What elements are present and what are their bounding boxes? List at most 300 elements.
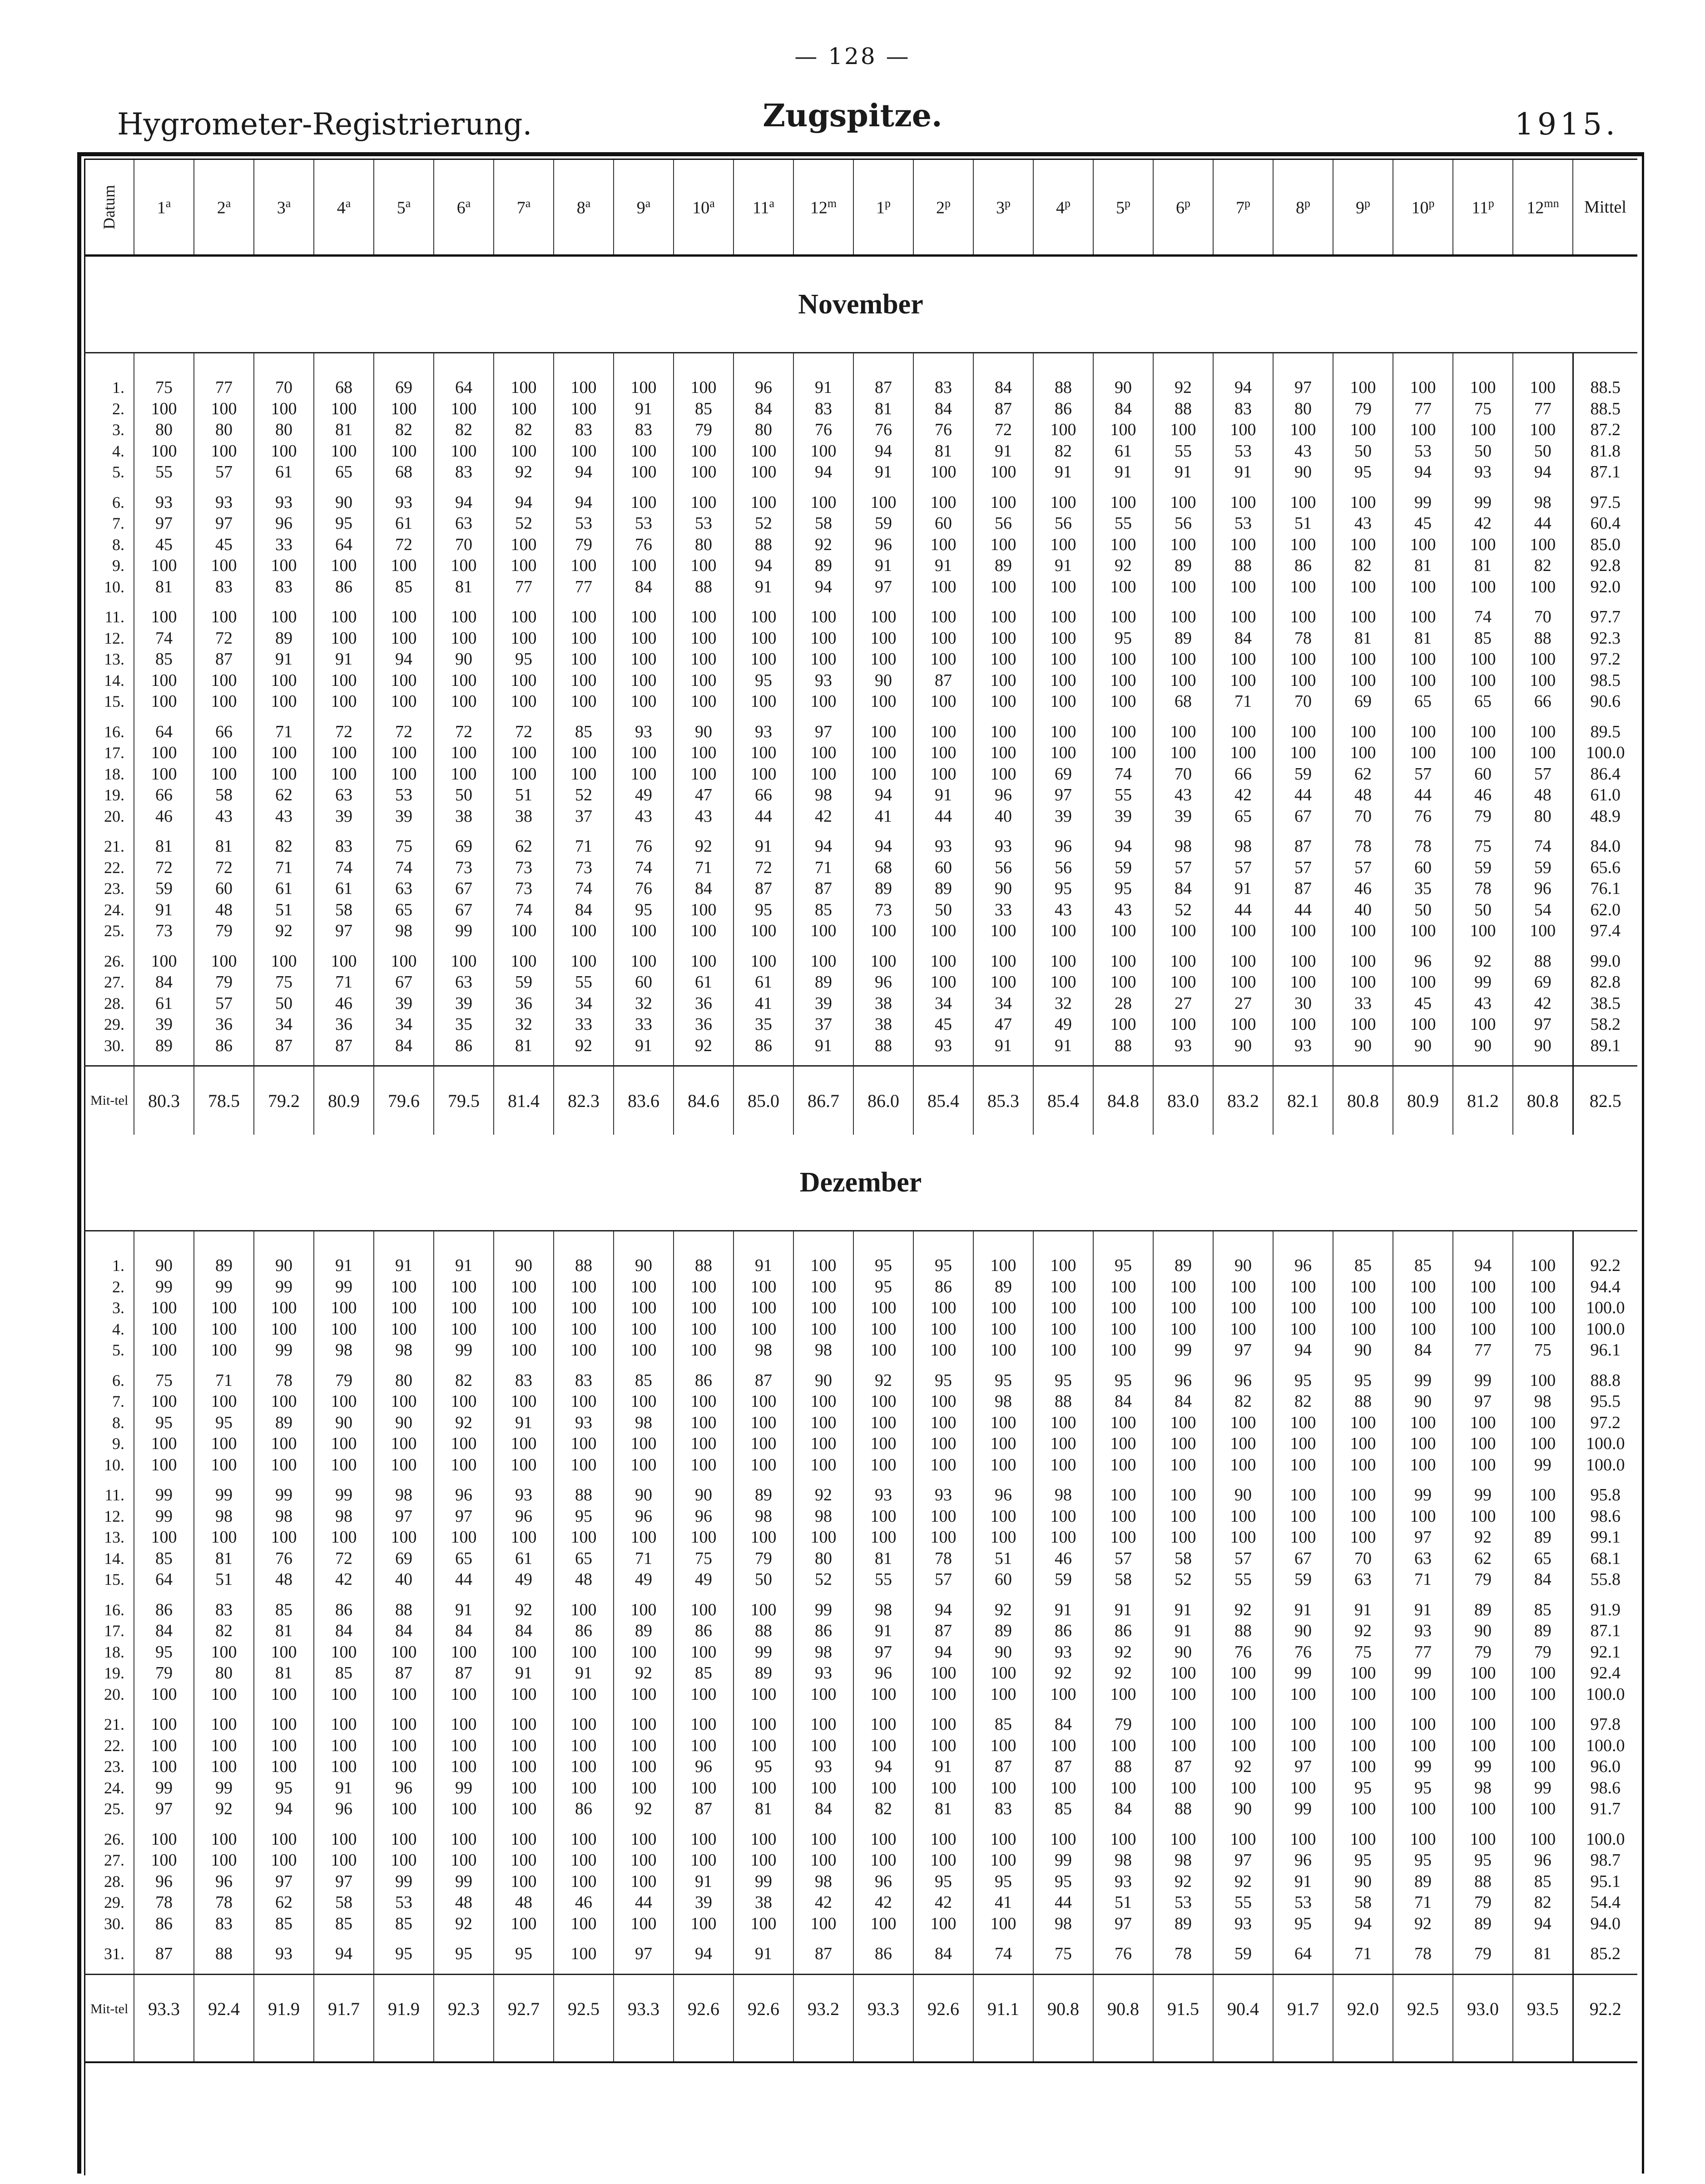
humidity-value: 65 xyxy=(1453,691,1513,712)
humidity-value: 100 xyxy=(614,670,674,691)
humidity-value: 100 xyxy=(1093,606,1153,628)
humidity-value: 86 xyxy=(314,1599,374,1621)
table-row xyxy=(84,1548,1637,1569)
humidity-value: 100 xyxy=(494,628,554,649)
humidity-value: 80 xyxy=(254,419,314,441)
humidity-value: 72 xyxy=(494,721,554,743)
humidity-value: 100 xyxy=(973,1913,1033,1935)
humidity-value: 100 xyxy=(134,555,194,576)
hourly-mean: 80.9 xyxy=(1393,1066,1453,1135)
humidity-value: 100 xyxy=(134,1714,194,1735)
humidity-value: 96 xyxy=(853,972,913,993)
humidity-value: 93 xyxy=(194,492,254,513)
humidity-value: 100 xyxy=(674,1599,734,1621)
humidity-value: 100 xyxy=(1153,1829,1213,1850)
humidity-value: 61 xyxy=(374,513,434,534)
humidity-value: 95 xyxy=(194,1412,254,1434)
humidity-value: 98 xyxy=(1033,1484,1093,1506)
humidity-value: 100 xyxy=(554,377,614,398)
humidity-value: 88 xyxy=(1213,555,1273,576)
humidity-value: 100 xyxy=(1153,721,1213,743)
humidity-value: 84 xyxy=(494,1620,554,1642)
humidity-value: 100 xyxy=(793,1527,853,1548)
table-row xyxy=(84,492,1637,513)
humidity-value: 96 xyxy=(1393,951,1453,972)
hour-header-4a xyxy=(314,160,374,256)
humidity-value: 85 xyxy=(1513,1599,1573,1621)
humidity-value: 100 xyxy=(793,492,853,513)
humidity-value: 100 xyxy=(254,1735,314,1757)
daily-mean: 87.1 xyxy=(1573,462,1637,483)
humidity-value: 100 xyxy=(614,1276,674,1298)
humidity-value: 91 xyxy=(913,784,973,806)
humidity-value: 92 xyxy=(1393,1913,1453,1935)
humidity-value: 100 xyxy=(1273,1014,1333,1035)
humidity-value: 100 xyxy=(614,1756,674,1777)
humidity-value: 100 xyxy=(1213,670,1273,691)
humidity-value: 100 xyxy=(194,606,254,628)
humidity-value: 100 xyxy=(853,920,913,942)
humidity-value: 97 xyxy=(1273,377,1333,398)
humidity-value: 78 xyxy=(1333,836,1393,857)
humidity-value: 91 xyxy=(314,649,374,670)
humidity-value: 72 xyxy=(314,1548,374,1569)
humidity-value: 99 xyxy=(1453,972,1513,993)
table-row xyxy=(84,1255,1637,1276)
humidity-value: 100 xyxy=(913,649,973,670)
day-number: 24. xyxy=(104,1778,124,1797)
humidity-value: 36 xyxy=(674,1014,734,1035)
humidity-value: 100 xyxy=(374,1850,434,1871)
humidity-value: 88 xyxy=(1153,1798,1213,1820)
humidity-value: 50 xyxy=(1453,899,1513,921)
humidity-value: 36 xyxy=(314,1014,374,1035)
humidity-value: 90 xyxy=(793,1370,853,1391)
humidity-value: 78 xyxy=(1273,628,1333,649)
hourly-mean: 91.7 xyxy=(1273,1974,1333,2043)
humidity-value: 100 xyxy=(1393,1433,1453,1454)
humidity-value: 99 xyxy=(314,1276,374,1298)
humidity-value: 96 xyxy=(254,513,314,534)
daily-mean: 38.5 xyxy=(1573,993,1637,1014)
humidity-value: 81 xyxy=(1513,1943,1573,1965)
hour-header-4p xyxy=(1033,160,1093,256)
day-number: 18. xyxy=(104,764,124,783)
humidity-value: 89 xyxy=(853,878,913,899)
humidity-value: 100 xyxy=(314,1297,374,1319)
humidity-value: 100 xyxy=(134,398,194,420)
hour-number: 8 xyxy=(1296,198,1304,218)
humidity-value: 91 xyxy=(434,1599,494,1621)
hour-suffix: p xyxy=(1065,196,1071,210)
humidity-value: 100 xyxy=(1213,1684,1273,1705)
humidity-value: 100 xyxy=(194,1433,254,1454)
humidity-value: 100 xyxy=(973,1684,1033,1705)
humidity-value: 100 xyxy=(1213,1319,1273,1340)
humidity-value: 100 xyxy=(194,1850,254,1871)
humidity-value: 86 xyxy=(1093,1620,1153,1642)
humidity-value: 85 xyxy=(1033,1798,1093,1820)
humidity-value: 100 xyxy=(1033,1829,1093,1850)
humidity-value: 87 xyxy=(793,878,853,899)
humidity-value: 100 xyxy=(973,1506,1033,1527)
humidity-value: 100 xyxy=(314,555,374,576)
humidity-value: 92 xyxy=(793,534,853,556)
daily-mean: 99.1 xyxy=(1573,1527,1637,1548)
table-row xyxy=(84,742,1637,764)
humidity-value: 46 xyxy=(554,1892,614,1913)
day-number: 30. xyxy=(104,1914,124,1933)
humidity-value: 40 xyxy=(973,806,1033,827)
humidity-value: 43 xyxy=(674,806,734,827)
humidity-value: 100 xyxy=(194,441,254,462)
station-name: Zugspitze. xyxy=(763,98,942,134)
humidity-value: 100 xyxy=(1153,951,1213,972)
humidity-value: 86 xyxy=(1033,398,1093,420)
humidity-value: 88 xyxy=(734,1620,793,1642)
humidity-value: 100 xyxy=(1393,920,1453,942)
humidity-value: 93 xyxy=(1273,1035,1333,1057)
humidity-value: 100 xyxy=(853,1850,913,1871)
humidity-value: 67 xyxy=(374,972,434,993)
hour-number: 10 xyxy=(692,198,710,218)
humidity-value: 100 xyxy=(1393,534,1453,556)
humidity-value: 44 xyxy=(1393,784,1453,806)
humidity-value: 86 xyxy=(853,1943,913,1965)
humidity-value: 92 xyxy=(1033,1663,1093,1684)
humidity-value: 93 xyxy=(1213,1913,1273,1935)
hourly-mean: 82.1 xyxy=(1273,1066,1333,1135)
humidity-value: 100 xyxy=(1393,419,1453,441)
humidity-value: 100 xyxy=(1453,1433,1513,1454)
humidity-value: 42 xyxy=(793,806,853,827)
table-row xyxy=(84,1276,1637,1298)
humidity-value: 94 xyxy=(1513,1913,1573,1935)
table-row xyxy=(84,441,1637,462)
humidity-value: 100 xyxy=(1333,1014,1393,1035)
humidity-value: 100 xyxy=(674,462,734,483)
day-number: 11. xyxy=(104,608,124,626)
humidity-value: 99 xyxy=(134,1484,194,1506)
humidity-value: 100 xyxy=(1033,951,1093,972)
humidity-value: 100 xyxy=(1213,419,1273,441)
hourly-mean: 79.6 xyxy=(374,1066,434,1135)
humidity-value: 87 xyxy=(134,1943,194,1965)
humidity-value: 86 xyxy=(194,1035,254,1057)
humidity-value: 72 xyxy=(973,419,1033,441)
humidity-value: 92 xyxy=(254,920,314,942)
humidity-value: 98 xyxy=(374,1340,434,1361)
humidity-value: 100 xyxy=(1093,920,1153,942)
humidity-value: 32 xyxy=(494,1014,554,1035)
humidity-value: 100 xyxy=(1033,691,1093,712)
hour-number: 1 xyxy=(876,198,885,218)
humidity-value: 100 xyxy=(194,1527,254,1548)
day-number: 23. xyxy=(104,1757,124,1776)
hour-suffix: p xyxy=(1244,196,1250,210)
day-number: 7. xyxy=(112,514,124,533)
humidity-value: 43 xyxy=(614,806,674,827)
humidity-value: 100 xyxy=(314,691,374,712)
humidity-value: 65 xyxy=(434,1548,494,1569)
humidity-value: 95 xyxy=(973,1370,1033,1391)
hour-header-1a xyxy=(134,160,194,256)
humidity-value: 100 xyxy=(554,1756,614,1777)
humidity-value: 100 xyxy=(1513,1829,1573,1850)
humidity-value: 89 xyxy=(1453,1599,1513,1621)
humidity-value: 95 xyxy=(1333,1777,1393,1799)
humidity-value: 100 xyxy=(1033,1412,1093,1434)
humidity-value: 91 xyxy=(494,1663,554,1684)
humidity-value: 100 xyxy=(134,1340,194,1361)
humidity-value: 74 xyxy=(314,857,374,879)
humidity-value: 100 xyxy=(734,1391,793,1412)
humidity-value: 92 xyxy=(494,1599,554,1621)
daily-mean: 97.5 xyxy=(1573,492,1637,513)
humidity-value: 52 xyxy=(1153,1569,1213,1590)
daily-mean: 92.4 xyxy=(1573,1663,1637,1684)
hourly-mean: 92.3 xyxy=(434,1974,494,2043)
humidity-value: 95 xyxy=(494,1943,554,1965)
humidity-value: 78 xyxy=(1393,836,1453,857)
humidity-value: 99 xyxy=(254,1484,314,1506)
humidity-value: 100 xyxy=(1513,534,1573,556)
table-row xyxy=(84,555,1637,576)
humidity-value: 100 xyxy=(1393,972,1453,993)
humidity-value: 74 xyxy=(494,899,554,921)
humidity-value: 100 xyxy=(913,462,973,483)
humidity-value: 89 xyxy=(1153,1255,1213,1276)
humidity-value: 79 xyxy=(1453,1569,1513,1590)
humidity-value: 94 xyxy=(1213,377,1273,398)
humidity-value: 85 xyxy=(134,1548,194,1569)
humidity-value: 59 xyxy=(134,878,194,899)
humidity-value: 96 xyxy=(1513,1850,1573,1871)
hourly-mean: 93.3 xyxy=(134,1974,194,2043)
humidity-value: 100 xyxy=(254,1319,314,1340)
humidity-value: 84 xyxy=(134,972,194,993)
humidity-value: 39 xyxy=(434,993,494,1014)
humidity-value: 100 xyxy=(554,1777,614,1799)
humidity-value: 78 xyxy=(913,1548,973,1569)
humidity-value: 100 xyxy=(674,1527,734,1548)
humidity-value: 90 xyxy=(1093,377,1153,398)
humidity-value: 88 xyxy=(674,1255,734,1276)
day-number: 5. xyxy=(112,1341,124,1360)
hour-suffix: a xyxy=(465,196,471,210)
table-row xyxy=(84,670,1637,691)
spacer-row xyxy=(84,1705,1637,1714)
humidity-value: 100 xyxy=(314,1454,374,1476)
hourly-mean: 80.8 xyxy=(1333,1066,1393,1135)
humidity-value: 34 xyxy=(374,1014,434,1035)
humidity-value: 100 xyxy=(674,1850,734,1871)
humidity-value: 100 xyxy=(194,1340,254,1361)
humidity-value: 100 xyxy=(254,441,314,462)
humidity-value: 100 xyxy=(614,920,674,942)
humidity-value: 53 xyxy=(1273,1892,1333,1913)
humidity-value: 100 xyxy=(1273,1735,1333,1757)
humidity-value: 100 xyxy=(973,576,1033,598)
humidity-value: 50 xyxy=(1453,441,1513,462)
humidity-value: 97 xyxy=(434,1506,494,1527)
humidity-value: 100 xyxy=(674,628,734,649)
humidity-value: 100 xyxy=(1273,649,1333,670)
humidity-value: 43 xyxy=(1453,993,1513,1014)
humidity-value: 97 xyxy=(1453,1391,1513,1412)
hour-header-10p xyxy=(1393,160,1453,256)
humidity-value: 100 xyxy=(734,1684,793,1705)
humidity-value: 90 xyxy=(614,1484,674,1506)
table-row xyxy=(84,878,1637,899)
humidity-value: 99 xyxy=(434,1871,494,1892)
humidity-value: 39 xyxy=(1093,806,1153,827)
humidity-value: 100 xyxy=(494,1871,554,1892)
humidity-value: 100 xyxy=(614,1850,674,1871)
humidity-value: 100 xyxy=(1213,1412,1273,1434)
humidity-value: 100 xyxy=(1273,534,1333,556)
humidity-value: 95 xyxy=(1333,1370,1393,1391)
humidity-value: 100 xyxy=(1453,377,1513,398)
table-row xyxy=(84,1527,1637,1548)
humidity-value: 100 xyxy=(494,398,554,420)
humidity-value: 80 xyxy=(674,534,734,556)
humidity-value: 100 xyxy=(614,1871,674,1892)
humidity-value: 82 xyxy=(254,836,314,857)
humidity-value: 94 xyxy=(1273,1340,1333,1361)
humidity-value: 94 xyxy=(1093,836,1153,857)
daily-mean: 60.4 xyxy=(1573,513,1637,534)
humidity-value: 100 xyxy=(1093,534,1153,556)
humidity-value: 100 xyxy=(434,606,494,628)
daily-mean: 87.2 xyxy=(1573,419,1637,441)
humidity-value: 100 xyxy=(1213,742,1273,764)
humidity-value: 100 xyxy=(494,377,554,398)
humidity-value: 82 xyxy=(1273,1391,1333,1412)
table-row xyxy=(84,1642,1637,1663)
daily-mean: 97.2 xyxy=(1573,649,1637,670)
humidity-value: 88 xyxy=(1453,1871,1513,1892)
humidity-value: 100 xyxy=(1453,721,1513,743)
humidity-value: 100 xyxy=(1453,1297,1513,1319)
humidity-value: 48 xyxy=(434,1892,494,1913)
humidity-value: 100 xyxy=(434,670,494,691)
humidity-value: 90 xyxy=(1153,1642,1213,1663)
humidity-value: 100 xyxy=(194,691,254,712)
humidity-value: 91 xyxy=(1273,1871,1333,1892)
hour-number: 8 xyxy=(576,198,585,218)
day-number: 8. xyxy=(112,1413,124,1432)
table-row xyxy=(84,764,1637,785)
table-row xyxy=(84,1756,1637,1777)
humidity-value: 100 xyxy=(1333,1714,1393,1735)
humidity-value: 49 xyxy=(674,1569,734,1590)
humidity-value: 87 xyxy=(973,1756,1033,1777)
humidity-value: 100 xyxy=(374,1527,434,1548)
table-row xyxy=(84,1454,1637,1476)
table-row xyxy=(84,1943,1637,1965)
humidity-value: 54 xyxy=(1513,899,1573,921)
humidity-value: 100 xyxy=(1213,951,1273,972)
hour-number: 6 xyxy=(456,198,466,218)
humidity-value: 100 xyxy=(1033,534,1093,556)
humidity-value: 94 xyxy=(793,462,853,483)
humidity-value: 48 xyxy=(494,1892,554,1913)
humidity-value: 73 xyxy=(494,857,554,879)
humidity-value: 86 xyxy=(1033,1620,1093,1642)
humidity-value: 70 xyxy=(1153,764,1213,785)
humidity-value: 66 xyxy=(1513,691,1573,712)
humidity-value: 100 xyxy=(1513,1506,1573,1527)
humidity-value: 94 xyxy=(374,649,434,670)
humidity-value: 100 xyxy=(554,1454,614,1476)
day-number: 4. xyxy=(112,442,124,460)
humidity-value: 100 xyxy=(194,670,254,691)
humidity-value: 77 xyxy=(554,576,614,598)
humidity-value: 100 xyxy=(853,1714,913,1735)
humidity-value: 100 xyxy=(374,555,434,576)
humidity-value: 100 xyxy=(1093,670,1153,691)
hour-number: 11 xyxy=(752,198,769,218)
humidity-value: 76 xyxy=(913,419,973,441)
humidity-value: 83 xyxy=(434,462,494,483)
humidity-value: 81 xyxy=(494,1035,554,1057)
humidity-value: 63 xyxy=(434,513,494,534)
humidity-value: 91 xyxy=(374,1255,434,1276)
humidity-value: 85 xyxy=(314,1913,374,1935)
humidity-value: 33 xyxy=(973,899,1033,921)
humidity-value: 74 xyxy=(1453,606,1513,628)
humidity-value: 79 xyxy=(734,1548,793,1569)
humidity-value: 51 xyxy=(194,1569,254,1590)
hour-number: 11 xyxy=(1472,198,1488,218)
humidity-value: 100 xyxy=(554,628,614,649)
day-number: 24. xyxy=(104,900,124,919)
humidity-value: 82 xyxy=(494,419,554,441)
table-row xyxy=(84,1391,1637,1412)
humidity-value: 66 xyxy=(134,784,194,806)
humidity-value: 100 xyxy=(194,1454,254,1476)
humidity-value: 94 xyxy=(853,441,913,462)
humidity-value: 100 xyxy=(1153,1684,1213,1705)
humidity-value: 80 xyxy=(793,1548,853,1569)
humidity-value: 58 xyxy=(194,784,254,806)
humidity-value: 100 xyxy=(793,1412,853,1434)
table-row xyxy=(84,1433,1637,1454)
humidity-value: 58 xyxy=(314,899,374,921)
humidity-value: 100 xyxy=(734,691,793,712)
day-number: 9. xyxy=(112,1434,124,1453)
humidity-value: 100 xyxy=(314,742,374,764)
humidity-value: 100 xyxy=(1093,649,1153,670)
humidity-value: 84 xyxy=(1093,1391,1153,1412)
humidity-value: 100 xyxy=(134,764,194,785)
humidity-value: 100 xyxy=(973,1412,1033,1434)
daily-mean: 100.0 xyxy=(1573,1319,1637,1340)
humidity-value: 70 xyxy=(1333,806,1393,827)
hour-header-6p xyxy=(1153,160,1213,256)
humidity-value: 100 xyxy=(1333,649,1393,670)
daily-mean: 95.8 xyxy=(1573,1484,1637,1506)
humidity-value: 100 xyxy=(374,1798,434,1820)
table-row xyxy=(84,1892,1637,1913)
humidity-value: 70 xyxy=(1333,1548,1393,1569)
humidity-value: 100 xyxy=(1333,1663,1393,1684)
humidity-value: 100 xyxy=(1273,1484,1333,1506)
humidity-value: 100 xyxy=(254,1433,314,1454)
humidity-value: 100 xyxy=(1153,1527,1213,1548)
humidity-value: 46 xyxy=(1033,1548,1093,1569)
